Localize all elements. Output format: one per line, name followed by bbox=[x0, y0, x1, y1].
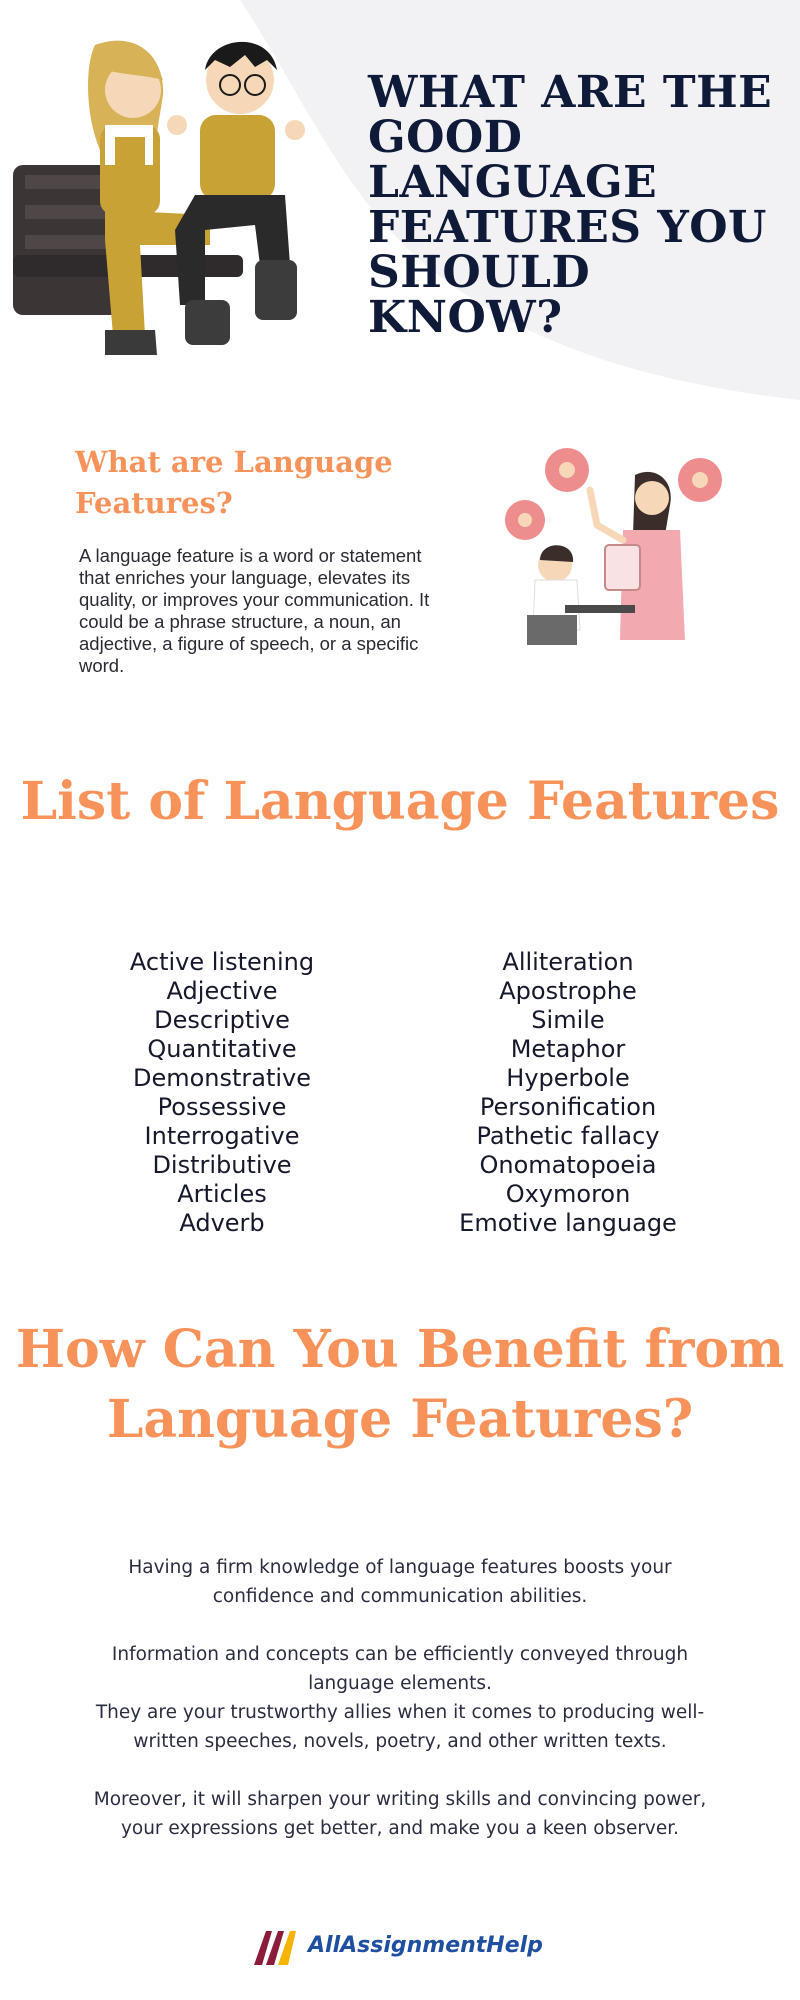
feature-item: Alliteration bbox=[502, 948, 634, 976]
feature-item: Interrogative bbox=[144, 1122, 300, 1150]
feature-item: Descriptive bbox=[154, 1006, 290, 1034]
feature-item: Personification bbox=[479, 1093, 657, 1121]
benefit-paragraph-2-line-2: They are your trustworthy allies when it comes to producing well-written speeches, novels, poetry, and other written texts. bbox=[95, 1702, 705, 1752]
feature-item: Metaphor bbox=[510, 1035, 626, 1063]
feature-item: Oxymoron bbox=[505, 1180, 631, 1208]
brand-logo bbox=[250, 1925, 550, 1973]
feature-item: Quantitative bbox=[147, 1035, 297, 1063]
feature-item: Active listening bbox=[129, 948, 315, 976]
what-section-title: What are Language Features? bbox=[75, 445, 393, 520]
list-section-title: List of Language Features bbox=[20, 771, 780, 832]
benefit-section-title: How Can You Benefit from Language Features? bbox=[15, 1319, 785, 1450]
benefit-paragraph-1: Having a firm knowledge of language features boosts your confidence and communication abilities. bbox=[128, 1557, 672, 1607]
page-title: WHAT ARE THE GOOD LANGUAGE FEATURES YOU SHOULD KNOW? bbox=[368, 67, 773, 343]
benefit-paragraph-3: Moreover, it will sharpen your writing skills and convincing power, your expressions get better, and make you a keen observer. bbox=[93, 1789, 707, 1839]
feature-item: Demonstrative bbox=[132, 1064, 312, 1092]
feature-item: Onomatopoeia bbox=[479, 1151, 657, 1179]
benefit-paragraph-2-line-1: Information and concepts can be efficiently conveyed through language elements. bbox=[111, 1644, 689, 1694]
feature-item: Pathetic fallacy bbox=[476, 1122, 660, 1150]
feature-list-right bbox=[408, 948, 728, 1238]
teacher-student-illustration bbox=[505, 440, 735, 650]
feature-item: Adverb bbox=[179, 1209, 265, 1237]
feature-item: Possessive bbox=[157, 1093, 287, 1121]
feature-item: Articles bbox=[177, 1180, 267, 1208]
feature-item: Simile bbox=[531, 1006, 605, 1034]
feature-item: Emotive language bbox=[459, 1209, 677, 1237]
feature-item: Hyperbole bbox=[506, 1064, 630, 1092]
brand-logo-text: AllAssignmentHelp bbox=[308, 1933, 543, 1958]
feature-item: Distributive bbox=[152, 1151, 292, 1179]
what-section-body: A language feature is a word or statement that enriches your language, elevates its quality, or improves your communication. It could be a phrase structure, a noun, an adjective, a figure of speech, or a specific word. bbox=[79, 545, 430, 676]
children-on-bench-illustration bbox=[5, 25, 345, 365]
feature-item: Apostrophe bbox=[499, 977, 637, 1005]
brand-logo-mark-icon bbox=[250, 1925, 302, 1969]
feature-list-left bbox=[62, 948, 382, 1238]
feature-item: Adjective bbox=[166, 977, 278, 1005]
benefit-paragraph-2 bbox=[80, 1640, 720, 1756]
